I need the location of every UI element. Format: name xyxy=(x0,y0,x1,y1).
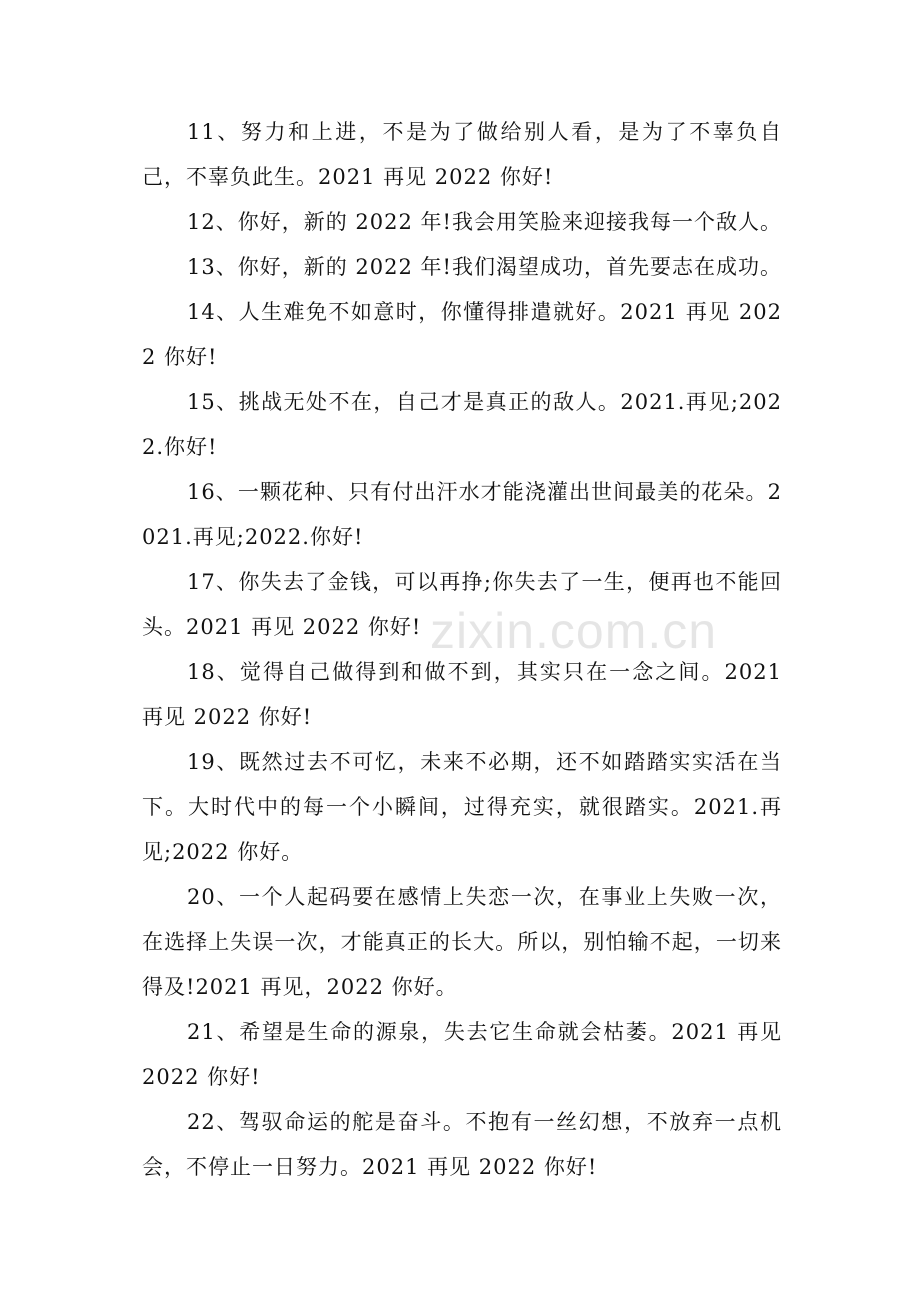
paragraph-18: 18、觉得自己做得到和做不到，其实只在一念之间。2021 再见 2022 你好! xyxy=(142,660,782,729)
paragraph-15: 15、挑战无处不在，自己才是真正的敌人。2021.再见;2022.你好! xyxy=(142,390,782,459)
paragraph-22: 22、驾驭命运的舵是奋斗。不抱有一丝幻想，不放弃一点机会，不停止一日努力。2021 再见 2022 你好! xyxy=(142,1110,782,1179)
paragraph-11: 11、努力和上进，不是为了做给别人看，是为了不辜负自己，不辜负此生。2021 再见 2022 你好! xyxy=(142,120,782,189)
paragraph-19: 19、既然过去不可忆，未来不必期，还不如踏踏实实活在当下。大时代中的每一个小瞬间，过得充实，就很踏实。2021.再见;2022 你好。 xyxy=(142,750,782,864)
paragraph-14: 14、人生难免不如意时，你懂得排遣就好。2021 再见 2022 你好! xyxy=(142,300,782,369)
paragraph-12: 12、你好，新的 2022 年!我会用笑脸来迎接我每一个敌人。 xyxy=(187,210,782,234)
watermark: zixin.com.cn xyxy=(430,603,718,659)
paragraph-13: 13、你好，新的 2022 年!我们渴望成功，首先要志在成功。 xyxy=(187,255,782,279)
paragraph-17: 17、你失去了金钱，可以再挣;你失去了一生，便再也不能回头。2021 再见 2022 你好! xyxy=(142,570,782,639)
paragraph-20: 20、一个人起码要在感情上失恋一次，在事业上失败一次，在选择上失误一次，才能真正的长大。所以，别怕输不起，一切来得及!2021 再见，2022 你好。 xyxy=(142,885,782,999)
paragraph-16: 16、一颗花种、只有付出汗水才能浇灌出世间最美的花朵。2021.再见;2022.你好! xyxy=(142,480,782,549)
paragraph-21: 21、希望是生命的源泉，失去它生命就会枯萎。2021 再见 2022 你好! xyxy=(142,1020,782,1089)
